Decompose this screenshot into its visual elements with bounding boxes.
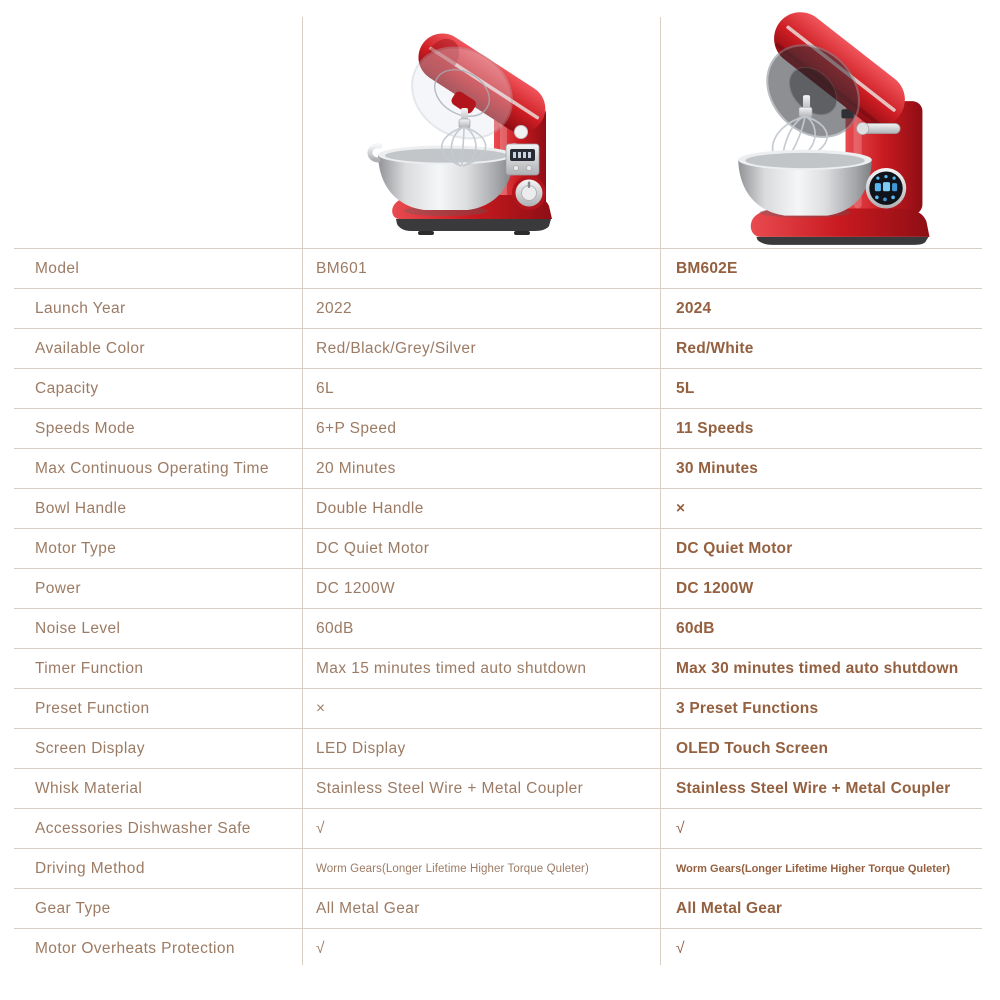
stand-mixer-illustration-bm602e bbox=[722, 10, 970, 245]
spec-value-bm601: Double Handle bbox=[316, 499, 424, 517]
spec-label: Driving Method bbox=[35, 859, 145, 877]
spec-value-bm601: 60dB bbox=[316, 619, 354, 637]
spec-table bbox=[14, 248, 982, 968]
spec-value-bm601: Worm Gears(Longer Lifetime Higher Torque Quleter) bbox=[316, 862, 589, 875]
spec-value-bm602e: OLED Touch Screen bbox=[676, 739, 829, 757]
spec-label: Launch Year bbox=[35, 299, 126, 317]
spec-label: Screen Display bbox=[35, 739, 145, 757]
spec-row-power bbox=[14, 568, 982, 608]
spec-value-bm601: LED Display bbox=[316, 739, 406, 757]
spec-value-bm601: DC Quiet Motor bbox=[316, 539, 430, 557]
spec-value-bm602e: 60dB bbox=[676, 619, 715, 637]
spec-value-bm601: √ bbox=[316, 819, 325, 837]
product-image-bm601 bbox=[365, 13, 577, 244]
spec-label: Bowl Handle bbox=[35, 499, 127, 517]
spec-label: Max Continuous Operating Time bbox=[35, 459, 269, 477]
spec-value-bm602e: × bbox=[676, 499, 686, 517]
spec-label: Preset Function bbox=[35, 699, 150, 717]
spec-label: Available Color bbox=[35, 339, 145, 357]
spec-value-bm601: × bbox=[316, 699, 326, 717]
spec-row-driving-method bbox=[14, 848, 982, 888]
spec-value-bm602e: 11 Speeds bbox=[676, 419, 754, 437]
spec-value-bm601: Stainless Steel Wire + Metal Coupler bbox=[316, 779, 584, 797]
spec-row-motor-overheats-protection bbox=[14, 928, 982, 968]
spec-row-screen-display bbox=[14, 728, 982, 768]
spec-value-bm602e: Worm Gears(Longer Lifetime Higher Torque Quleter) bbox=[676, 862, 951, 875]
spec-value-bm602e: √ bbox=[676, 939, 685, 957]
spec-value-bm602e: Max 30 minutes timed auto shutdown bbox=[676, 659, 959, 677]
spec-value-bm602e: Stainless Steel Wire + Metal Coupler bbox=[676, 779, 951, 797]
spec-row-max-operating-time bbox=[14, 448, 982, 488]
spec-row-timer-function bbox=[14, 648, 982, 688]
spec-value-bm602e: DC Quiet Motor bbox=[676, 539, 793, 557]
spec-value-bm601: BM601 bbox=[316, 259, 368, 277]
spec-value-bm601: 20 Minutes bbox=[316, 459, 396, 477]
spec-value-bm602e: Red/White bbox=[676, 339, 754, 357]
spec-row-speeds-mode bbox=[14, 408, 982, 448]
spec-row-preset-function bbox=[14, 688, 982, 728]
spec-value-bm602e: All Metal Gear bbox=[676, 899, 783, 917]
spec-label: Noise Level bbox=[35, 619, 121, 637]
spec-row-bowl-handle bbox=[14, 488, 982, 528]
spec-label: Speeds Mode bbox=[35, 419, 136, 437]
spec-row-motor-type bbox=[14, 528, 982, 568]
spec-row-noise-level bbox=[14, 608, 982, 648]
spec-label: Accessories Dishwasher Safe bbox=[35, 819, 251, 837]
spec-value-bm601: DC 1200W bbox=[316, 579, 396, 597]
spec-value-bm601: 6+P Speed bbox=[316, 419, 397, 437]
spec-label: Whisk Material bbox=[35, 779, 143, 797]
spec-label: Gear Type bbox=[35, 899, 111, 917]
product-image-bm602e bbox=[722, 10, 970, 250]
spec-label: Timer Function bbox=[35, 659, 144, 677]
spec-row-launch-year bbox=[14, 288, 982, 328]
spec-value-bm601: 6L bbox=[316, 379, 335, 397]
spec-label: Capacity bbox=[35, 379, 99, 397]
spec-row-model bbox=[14, 248, 982, 288]
spec-value-bm601: √ bbox=[316, 939, 325, 957]
spec-value-bm602e: DC 1200W bbox=[676, 579, 754, 597]
spec-value-bm602e: 30 Minutes bbox=[676, 459, 759, 477]
spec-value-bm601: All Metal Gear bbox=[316, 899, 420, 917]
spec-value-bm602e: 5L bbox=[676, 379, 695, 397]
spec-value-bm602e: BM602E bbox=[676, 259, 738, 277]
spec-row-whisk-material bbox=[14, 768, 982, 808]
spec-value-bm602e: 2024 bbox=[676, 299, 712, 317]
spec-value-bm602e: 3 Preset Functions bbox=[676, 699, 819, 717]
spec-label: Model bbox=[35, 259, 80, 277]
spec-value-bm601: Red/Black/Grey/Silver bbox=[316, 339, 477, 357]
spec-value-bm601: 2022 bbox=[316, 299, 353, 317]
stand-mixer-illustration-bm601 bbox=[365, 13, 577, 239]
spec-label: Power bbox=[35, 579, 81, 597]
spec-value-bm602e: √ bbox=[676, 819, 685, 837]
spec-label: Motor Type bbox=[35, 539, 117, 557]
spec-row-available-color bbox=[14, 328, 982, 368]
spec-row-capacity bbox=[14, 368, 982, 408]
spec-label: Motor Overheats Protection bbox=[35, 939, 235, 957]
spec-row-gear-type bbox=[14, 888, 982, 928]
spec-row-dishwasher-safe bbox=[14, 808, 982, 848]
spec-value-bm601: Max 15 minutes timed auto shutdown bbox=[316, 659, 587, 677]
